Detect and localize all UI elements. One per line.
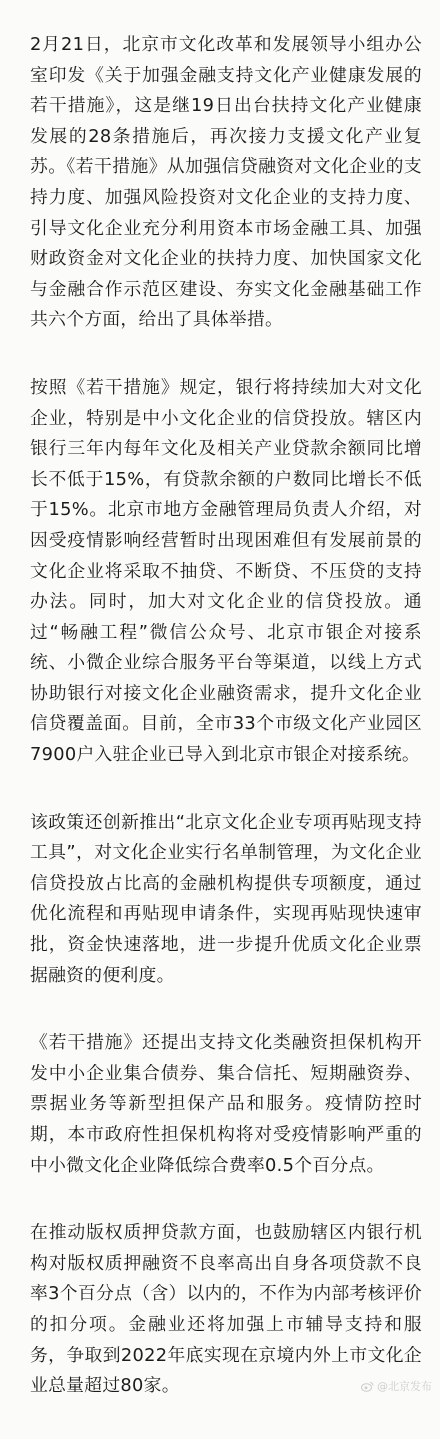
paragraph-5: 在推动版权质押贷款方面，也鼓励辖区内银行机构对版权质押融资不良率高出自身各项贷款不良率3个百分点（含）以内的，不作为内部考核评价的扣分项。金融业还将加强上市辅导支持和服务，争取到2022年底实现在京境内外上市文化企业总量超过80家。 xyxy=(30,1222,422,1397)
paragraph-4: 《若干措施》还提出支持文化类融资担保机构开发中小企业集合债券、集合信托、短期融资券、票据业务等新型担保产品和服务。疫情防控时期，本市政府性担保机构将对受疫情影响严重的中小微文化企业降低综合费率0.5个百分点。 xyxy=(30,1032,422,1176)
article-body xyxy=(30,30,422,1439)
paragraph-1: 2月21日，北京市文化改革和发展领导小组办公室印发《关于加强金融支持文化产业健康发展的若干措施》，这是继19日出台扶持文化产业健康发展的28条措施后，再次接力支援文化产业复苏。《若干措施》从加强信贷融资对文化企业的支持力度、加强风险投资对文化企业的支持力度、引导文化企业充分利用资本市场金融工具、加强财政资金对文化企业的扶持力度、加快国家文化与金融合作示范区建设、夯实文化金融基础工作共六个方面，给出了具体举措。 xyxy=(30,34,422,331)
watermark-text: @北京发布 xyxy=(377,1380,432,1393)
weibo-icon xyxy=(361,1381,374,1392)
paragraph-2: 按照《若干措施》规定，银行将持续加大对文化企业，特别是中小文化企业的信贷投放。辖区内银行三年内每年文化及相关产业贷款余额同比增长不低于15%，有贷款余额的户数同比增长不低于15%。北京市地方金融管理局负责人介绍，对因受疫情影响经营暂时出现困难但有发展前景的文化企业将采取不抽贷、不断贷、不压贷的支持办法。同时，加大对文化企业的信贷投放。通过“畅融工程”微信公众号、北京市银企对接系统、小微企业综合服务平台等渠道，以线上方式协助银行对接文化企业融资需求，提升文化企业信贷覆盖面。目前，全市33个市级文化产业园区7900户入驻企业已导入到北京市银企对接系统。 xyxy=(30,376,422,766)
weibo-watermark xyxy=(361,1378,432,1394)
paragraph-3: 该政策还创新推出“北京文化企业专项再贴现支持工具”，对文化企业实行名单制管理，为文化企业信贷投放占比高的金融机构提供专项额度，通过优化流程和再贴现申请条件，实现再贴现快速审批，资金快速落地，进一步提升优质文化企业票据融资的便利度。 xyxy=(30,811,422,986)
